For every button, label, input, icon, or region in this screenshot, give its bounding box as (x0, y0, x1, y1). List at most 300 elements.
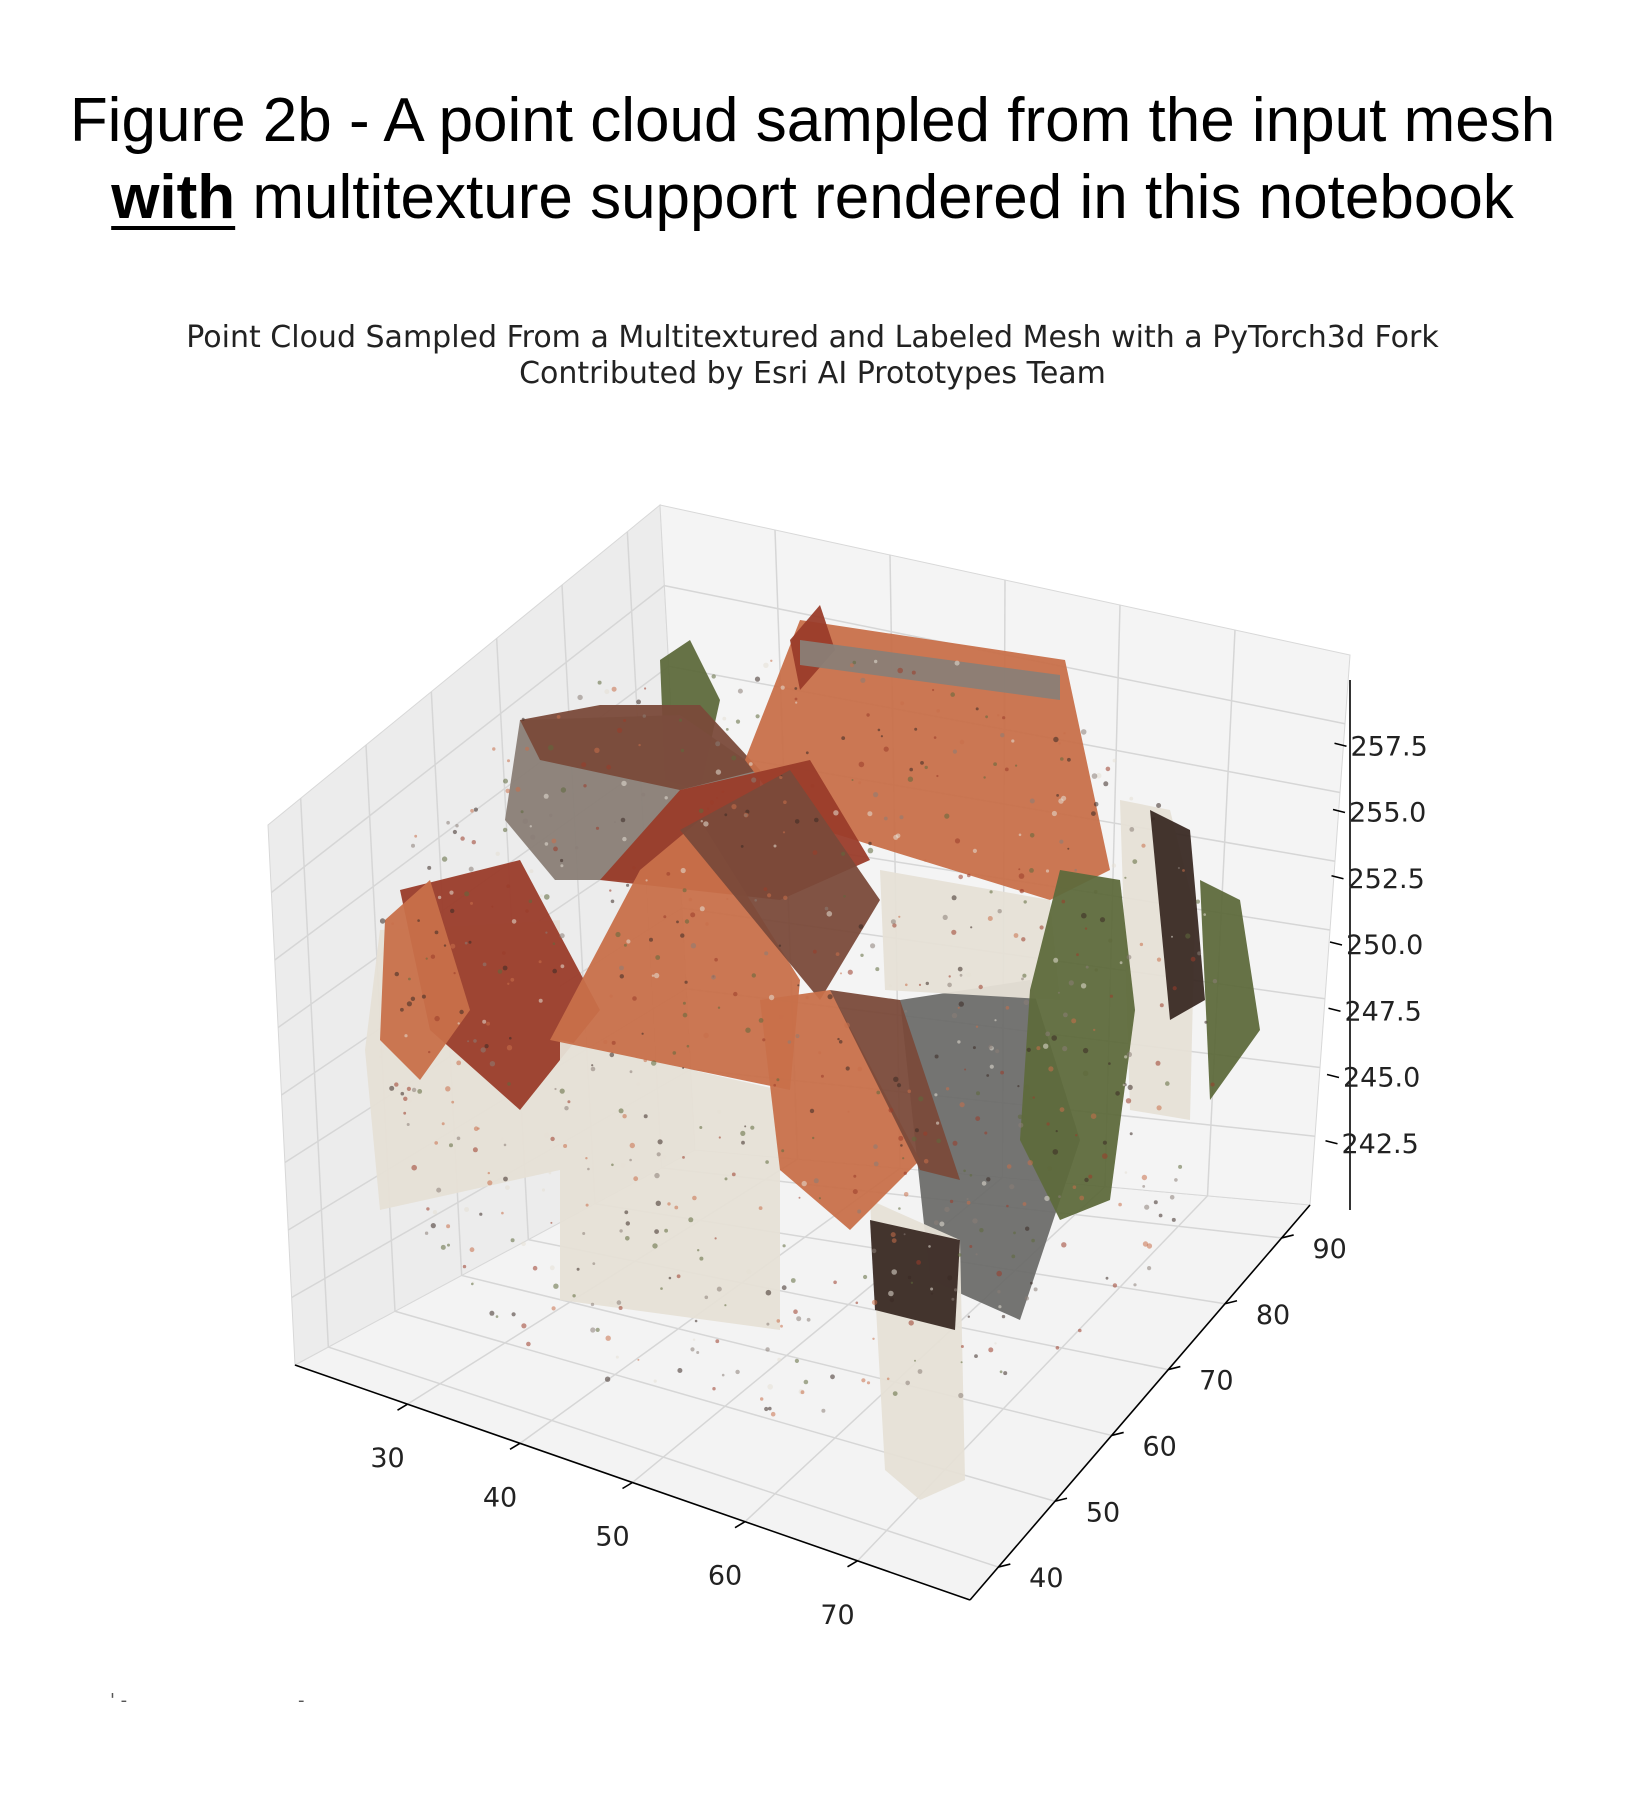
point-cloud-point (636, 1082, 640, 1086)
point-cloud-point (867, 1381, 870, 1384)
point-cloud-point (874, 660, 877, 663)
point-cloud-point (908, 777, 913, 782)
point-cloud-point (498, 969, 503, 974)
point-cloud-point (825, 907, 829, 911)
point-cloud-point (544, 1133, 549, 1138)
point-cloud-point (957, 1040, 960, 1043)
point-cloud-point (1018, 1123, 1023, 1128)
point-cloud-point (793, 1309, 798, 1314)
point-cloud-point (644, 1114, 648, 1118)
point-cloud-point (503, 966, 508, 971)
point-cloud-point (783, 831, 785, 833)
point-cloud-point (918, 1096, 923, 1101)
x-tick-label: 50 (595, 1521, 630, 1553)
point-cloud-point (612, 687, 617, 692)
point-cloud-point (506, 789, 511, 794)
point-cloud-point (946, 1087, 949, 1090)
point-cloud-point (716, 797, 718, 799)
point-cloud-point (767, 893, 771, 897)
point-cloud-point (506, 884, 510, 888)
point-cloud-point (567, 1100, 570, 1103)
point-cloud-point (976, 1091, 980, 1095)
point-cloud-point (496, 1315, 499, 1318)
point-cloud-point (1030, 1282, 1033, 1285)
stray-mark-1: ' - (110, 1690, 128, 1711)
point-cloud-point (667, 1202, 670, 1205)
point-cloud-point (619, 966, 624, 971)
point-cloud-point (521, 1242, 526, 1247)
point-cloud-point (485, 1044, 489, 1048)
point-cloud-point (411, 1165, 417, 1171)
point-cloud-point (764, 887, 768, 891)
point-cloud-point (553, 1284, 558, 1289)
point-cloud-point (1019, 834, 1022, 837)
point-cloud-point (1113, 759, 1117, 763)
point-cloud-point (804, 1380, 809, 1385)
point-cloud-point (687, 1045, 690, 1048)
point-cloud-point (836, 952, 840, 956)
point-cloud-point (1071, 1018, 1076, 1023)
point-cloud-point (1048, 1066, 1053, 1071)
point-cloud-point (428, 1051, 430, 1053)
point-cloud-point (533, 1266, 538, 1271)
point-cloud-point (446, 1224, 450, 1228)
point-cloud-point (449, 1143, 453, 1147)
point-cloud-point (919, 984, 921, 986)
point-cloud-point (557, 715, 561, 719)
point-cloud-point (450, 944, 455, 949)
point-cloud-point (860, 954, 863, 957)
point-cloud-point (881, 735, 883, 737)
point-cloud-point (892, 1238, 897, 1243)
point-cloud-point (615, 932, 620, 937)
point-cloud-point (431, 1223, 436, 1228)
point-cloud-point (783, 1244, 786, 1247)
point-cloud-point (552, 1306, 556, 1310)
point-cloud-point (451, 1101, 454, 1104)
point-cloud-point (1156, 803, 1161, 808)
point-cloud-point (1036, 1046, 1040, 1050)
point-cloud-point (1112, 863, 1116, 867)
point-cloud-point (1062, 1046, 1067, 1051)
point-cloud-point (900, 701, 904, 705)
point-cloud-point (404, 1034, 407, 1037)
point-cloud-point (666, 872, 670, 876)
point-cloud-point (682, 1156, 685, 1159)
point-cloud-point (762, 1038, 765, 1041)
point-cloud-point (583, 784, 586, 787)
point-cloud-point (401, 1092, 405, 1096)
point-cloud-point (611, 900, 615, 904)
point-cloud-point (446, 821, 450, 825)
point-cloud-point (773, 1084, 776, 1087)
point-cloud-point (766, 1290, 772, 1296)
point-cloud-point (924, 1159, 929, 1164)
point-cloud-point (610, 995, 613, 998)
point-cloud-point (777, 1358, 781, 1362)
point-cloud-point (875, 967, 879, 971)
point-cloud-point (935, 1055, 939, 1059)
point-cloud-point (582, 1232, 585, 1235)
point-cloud-point (619, 1108, 624, 1113)
point-cloud-point (841, 736, 845, 740)
point-cloud-point (471, 1283, 474, 1286)
point-cloud-point (591, 1303, 594, 1306)
point-cloud-point (1081, 983, 1086, 988)
point-cloud-point (470, 902, 473, 905)
point-cloud-point (657, 1152, 661, 1156)
point-cloud-point (544, 894, 550, 900)
point-cloud-point (458, 1022, 460, 1024)
point-cloud-point (626, 884, 629, 887)
x-tick-mark (510, 1443, 520, 1449)
point-cloud-point (1123, 1084, 1126, 1087)
point-cloud-point (1030, 799, 1035, 804)
point-cloud-point (998, 909, 1002, 913)
point-cloud-point (736, 720, 740, 724)
point-cloud-point (765, 1347, 769, 1351)
point-cloud-point (624, 1210, 628, 1214)
point-cloud-point (705, 1296, 709, 1300)
point-cloud-point (501, 1212, 504, 1215)
point-cloud-point (766, 1323, 769, 1326)
point-cloud-point (473, 1039, 477, 1043)
point-cloud-point (1108, 1062, 1111, 1065)
point-cloud-point (564, 1106, 568, 1110)
point-cloud-point (954, 1288, 957, 1291)
point-cloud-point (833, 1281, 837, 1285)
point-cloud-point (703, 821, 708, 826)
point-cloud-point (726, 728, 729, 731)
point-cloud-point (990, 1065, 994, 1069)
point-cloud-point (952, 895, 957, 900)
point-cloud-point (912, 1137, 917, 1142)
point-cloud-point (630, 1070, 633, 1073)
point-cloud-point (473, 1147, 478, 1152)
point-cloud-point (1021, 978, 1024, 981)
point-cloud-point (1067, 848, 1069, 850)
point-cloud-point (688, 1217, 693, 1222)
point-cloud-point (756, 714, 760, 718)
point-cloud-point (964, 1069, 966, 1071)
point-cloud-point (944, 1207, 949, 1212)
point-cloud-point (676, 921, 679, 924)
point-cloud-point (1211, 1083, 1215, 1087)
point-cloud-point (592, 1262, 595, 1265)
point-cloud-point (606, 765, 611, 770)
point-cloud-point (633, 1176, 638, 1181)
point-cloud-point (616, 1356, 619, 1359)
point-cloud-point (813, 950, 817, 954)
point-cloud-point (814, 1178, 819, 1183)
z-tick-label: 255.0 (1349, 797, 1427, 829)
point-cloud-point (502, 951, 506, 955)
point-cloud-point (1088, 1175, 1092, 1179)
point-cloud-point (379, 1056, 381, 1058)
point-cloud-point (791, 1278, 796, 1283)
point-cloud-point (549, 814, 552, 817)
point-cloud-point (560, 864, 563, 867)
point-cloud-point (1044, 1196, 1049, 1201)
point-cloud-point (770, 660, 772, 662)
point-cloud-point (655, 955, 660, 960)
point-cloud-point (1092, 773, 1098, 779)
point-cloud-point (909, 768, 913, 772)
point-cloud-point (619, 1229, 622, 1232)
point-cloud-point (897, 1083, 901, 1087)
point-cloud-point (622, 1114, 626, 1118)
point-cloud-point (788, 1040, 792, 1044)
point-cloud-point (1009, 1184, 1014, 1189)
point-cloud-point (848, 970, 853, 975)
point-cloud-point (767, 1384, 773, 1390)
point-cloud-point (1024, 1085, 1029, 1090)
point-cloud-point (976, 707, 979, 710)
point-cloud-point (1118, 1203, 1122, 1207)
point-cloud-point (811, 784, 814, 787)
point-cloud-point (548, 745, 554, 751)
point-cloud-point (722, 1374, 725, 1377)
point-cloud-point (911, 1282, 913, 1284)
point-cloud-point (1106, 1277, 1109, 1280)
point-cloud-point (1147, 1243, 1152, 1248)
point-cloud-point (961, 1361, 963, 1363)
point-cloud-point (529, 869, 533, 873)
point-cloud-point (591, 1067, 596, 1072)
point-cloud-point (623, 719, 626, 722)
point-cloud-point (417, 919, 420, 922)
point-cloud-point (994, 1019, 996, 1021)
point-cloud-point (931, 1293, 933, 1295)
point-cloud-point (754, 899, 757, 902)
point-cloud-point (400, 1008, 404, 1012)
point-cloud-point (979, 1228, 983, 1232)
point-cloud-point (973, 1046, 976, 1049)
point-cloud-point (1073, 1185, 1077, 1189)
point-cloud-point (544, 794, 549, 799)
point-cloud-point (594, 748, 599, 753)
point-cloud-point (741, 1141, 745, 1145)
point-cloud-point (677, 1368, 682, 1373)
point-cloud-point (444, 944, 446, 946)
point-cloud-point (867, 811, 872, 816)
point-cloud-point (858, 1067, 863, 1072)
point-cloud-point (1133, 1283, 1136, 1286)
chart-title-line-2: Contributed by Esri AI Prototypes Team (519, 356, 1106, 391)
point-cloud-point (619, 1306, 623, 1310)
point-cloud-point (638, 744, 640, 746)
point-cloud-point (719, 1136, 721, 1138)
point-cloud-point (636, 700, 641, 705)
point-cloud-point (904, 1192, 909, 1197)
point-cloud-point (860, 678, 865, 683)
point-cloud-point (591, 1064, 593, 1066)
point-cloud-point (1030, 833, 1035, 838)
point-cloud-point (1174, 1178, 1178, 1182)
point-cloud-point (936, 1139, 941, 1144)
point-cloud-point (795, 702, 797, 704)
point-cloud-point (795, 1359, 799, 1363)
point-cloud-point (663, 915, 666, 918)
point-cloud-point (813, 850, 818, 855)
point-cloud-point (970, 1174, 973, 1177)
point-cloud-point (982, 1181, 987, 1186)
point-cloud-point (1063, 1013, 1068, 1018)
point-cloud-point (411, 997, 415, 1001)
point-cloud-point (496, 852, 500, 856)
point-cloud-point (796, 1316, 801, 1321)
point-cloud-point (974, 1354, 978, 1358)
point-cloud-point (733, 992, 737, 996)
point-cloud-point (470, 1247, 475, 1252)
point-cloud-point (744, 814, 747, 817)
point-cloud-point (682, 1067, 684, 1069)
point-cloud-point (750, 1126, 754, 1130)
point-cloud-point (488, 1172, 490, 1174)
point-cloud-point (680, 933, 684, 937)
point-cloud-point (1067, 758, 1071, 762)
point-cloud-point (806, 996, 809, 999)
x-tick-label: 60 (707, 1560, 743, 1592)
point-cloud-point (967, 1201, 971, 1205)
point-cloud-point (799, 1197, 801, 1199)
point-cloud-point (1030, 1097, 1033, 1100)
point-cloud-point (442, 1122, 445, 1125)
point-cloud-point (868, 848, 874, 854)
point-cloud-point (908, 1090, 912, 1094)
point-cloud-point (1165, 1081, 1170, 1086)
point-cloud-point (689, 898, 692, 901)
point-cloud-point (621, 818, 626, 823)
point-cloud-point (1000, 733, 1004, 737)
point-cloud-point (751, 777, 756, 782)
x-tick-label: 70 (820, 1599, 855, 1631)
point-cloud-point (561, 964, 565, 968)
point-cloud-point (1056, 1130, 1058, 1132)
point-cloud-point (679, 719, 682, 722)
point-cloud-point (644, 1059, 648, 1063)
point-cloud-point (1120, 961, 1123, 964)
point-cloud-point (1053, 958, 1058, 963)
point-cloud-point (1196, 900, 1200, 904)
point-cloud-point (1058, 1195, 1061, 1198)
point-cloud-point (1178, 867, 1180, 869)
point-cloud-point (1159, 1214, 1163, 1218)
point-cloud-point (685, 981, 688, 984)
point-cloud-point (658, 1139, 663, 1144)
point-cloud-point (914, 728, 917, 731)
point-cloud-point (715, 1237, 717, 1239)
point-cloud-point (959, 1001, 964, 1006)
point-cloud-point (626, 1221, 630, 1225)
point-cloud-point (969, 1245, 972, 1248)
point-cloud-point (812, 1137, 814, 1139)
point-cloud-point (1103, 1141, 1107, 1145)
point-cloud-point (830, 1374, 835, 1379)
point-cloud-point (846, 1066, 850, 1070)
point-cloud-point (726, 898, 728, 900)
point-cloud-point (414, 835, 417, 838)
point-cloud-point (395, 972, 399, 976)
y-tick-label: 40 (1029, 1563, 1064, 1595)
point-cloud-point (716, 769, 721, 774)
point-cloud-point (714, 958, 718, 962)
point-cloud-point (1106, 767, 1111, 772)
point-cloud-point (801, 1390, 805, 1394)
point-cloud-point (504, 1144, 507, 1147)
point-cloud-point (1130, 1132, 1133, 1135)
point-cloud-point (436, 1188, 441, 1193)
point-cloud-point (724, 813, 727, 816)
point-cloud-point (1142, 1185, 1145, 1188)
point-cloud-point (380, 918, 385, 923)
point-cloud-point (474, 808, 478, 812)
point-cloud-point (426, 1207, 429, 1210)
point-cloud-point (914, 1360, 916, 1362)
point-cloud-point (407, 1087, 411, 1091)
point-cloud-point (1083, 1071, 1088, 1076)
point-cloud-point (795, 698, 798, 701)
point-cloud-point (707, 808, 709, 810)
point-cloud-point (610, 1053, 615, 1058)
point-cloud-point (489, 1311, 494, 1316)
point-cloud-point (1011, 739, 1014, 742)
point-cloud-point (529, 900, 533, 904)
point-cloud-point (1157, 1105, 1162, 1110)
point-cloud-point (878, 729, 881, 732)
point-cloud-point (951, 1298, 954, 1301)
caption-line-1: Figure 2b - A point cloud sampled from the input mesh (69, 86, 1556, 155)
point-cloud-point (889, 1108, 894, 1113)
point-cloud-point (874, 1162, 879, 1167)
point-cloud-point (932, 689, 934, 691)
point-cloud-point (986, 1074, 989, 1077)
point-cloud-point (553, 942, 556, 945)
point-cloud-point (968, 1316, 970, 1318)
point-cloud-point (1075, 1134, 1077, 1136)
point-cloud-point (1083, 1048, 1088, 1053)
point-cloud-point (442, 856, 447, 861)
point-cloud-point (649, 938, 653, 942)
point-cloud-point (712, 674, 716, 678)
point-cloud-point (622, 837, 626, 841)
point-cloud-point (843, 895, 846, 898)
point-cloud-point (542, 1188, 545, 1191)
point-cloud-point (891, 1269, 897, 1275)
point-cloud-point (783, 800, 787, 804)
point-cloud-point (660, 1287, 663, 1290)
point-cloud-point (380, 1049, 384, 1053)
point-cloud-point (586, 1204, 589, 1207)
point-cloud-point (469, 941, 472, 944)
point-cloud-point (782, 1285, 787, 1290)
point-cloud-point (1060, 1107, 1065, 1112)
point-cloud-point (722, 791, 725, 794)
point-cloud-point (765, 1160, 769, 1164)
point-cloud-point (453, 830, 457, 834)
point-cloud-point (905, 1381, 910, 1386)
point-cloud-point (642, 1033, 644, 1035)
x-tick-mark (623, 1483, 633, 1489)
point-cloud-point (1110, 995, 1113, 998)
point-cloud-point (859, 762, 865, 768)
point-cloud-point (947, 983, 952, 988)
point-cloud-point (507, 983, 509, 985)
point-cloud-point (1019, 873, 1025, 879)
point-cloud-point (503, 1177, 508, 1182)
point-cloud-point (408, 1100, 411, 1103)
point-cloud-point (654, 1173, 659, 1178)
